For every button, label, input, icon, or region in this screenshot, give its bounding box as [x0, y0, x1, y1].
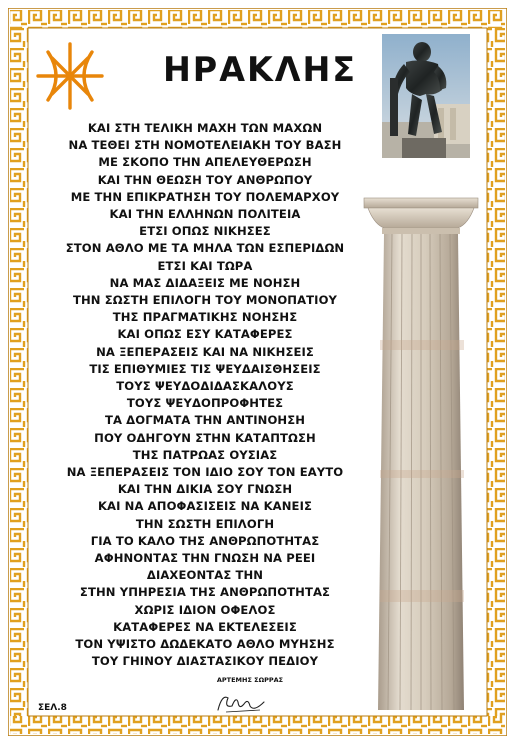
poem-line: ΣΤΟΝ ΑΘΛΟ ΜΕ ΤΑ ΜΗΛΑ ΤΩΝ ΕΣΠΕΡΙΔΩΝ — [65, 241, 345, 256]
poem-line: ΝΑ ΞΕΠΕΡΑΣΕΙΣ ΤΟΝ ΙΔΙΟ ΣΟΥ ΤΟΝ ΕΑΥΤΟ — [66, 465, 344, 480]
poem-line: ΤΑ ΔΟΓΜΑΤΑ ΤΗΝ ΑΝΤΙΝΟΗΣΗ — [104, 413, 306, 428]
poem-line: ΔΙΑΧΕΟΝΤΑΣ ΤΗΝ — [146, 568, 264, 583]
poem-line: ΤΗΣ ΠΡΑΓΜΑΤΙΚΗΣ ΝΟΗΣΗΣ — [112, 310, 298, 325]
poem-line: ΤΟΥ ΓΗΙΝΟΥ ΔΙΑΣΤΑΣΙΚΟΥ ΠΕΔΙΟΥ — [91, 654, 319, 669]
poem-line: ΓΙΑ ΤΟ ΚΑΛΟ ΤΗΣ ΑΝΘΡΩΠΟΤΗΤΑΣ — [90, 533, 320, 548]
poem-line: ΤΗΝ ΣΩΣΤΗ ΕΠΙΛΟΓΗ — [135, 516, 275, 531]
poem-line: ΝΑ ΜΑΣ ΔΙΔΑΞΕΙΣ ΜΕ ΝΟΗΣΗ — [109, 275, 301, 290]
author-name: ΑΡΤΕΜΗΣ ΣΩΡΡΑΣ — [216, 676, 284, 684]
poem-line: ΝΑ ΞΕΠΕΡΑΣΕΙΣ ΚΑΙ ΝΑ ΝΙΚΗΣΕΙΣ — [96, 344, 314, 359]
poem-line: ΚΑΤΑΦΕΡΕΣ ΝΑ ΕΚΤΕΛΕΣΕΙΣ — [113, 619, 297, 634]
poem-line: ΤΙΣ ΕΠΙΘΥΜΙΕΣ ΤΙΣ ΨΕΥΔΑΙΣΘΗΣΕΙΣ — [89, 361, 321, 376]
page-title: ΗΡΑΚΛΗΣ — [162, 50, 358, 90]
poem-line: ΜΕ ΤΗΝ ΕΠΙΚΡΑΤΗΣΗ ΤΟΥ ΠΟΛΕΜΑΡΧΟΥ — [70, 189, 340, 204]
sunburst-symbol-icon — [34, 40, 106, 112]
poem-line: ΚΑΙ ΟΠΩΣ ΕΣΥ ΚΑΤΑΦΕΡΕΣ — [117, 327, 293, 342]
poem-line: ΚΑΙ ΣΤΗ ΤΕΛΙΚΗ ΜΑΧΗ ΤΩΝ ΜΑΧΩΝ — [87, 121, 323, 135]
poem-line: ΕΤΣΙ ΚΑΙ ΤΩΡΑ — [157, 258, 253, 273]
page-number: ΣΕΛ.8 — [38, 703, 67, 713]
poem-line: ΤΗΝ ΣΩΣΤΗ ΕΠΙΛΟΓΗ ΤΟΥ ΜΟΝΟΠΑΤΙΟΥ — [72, 293, 338, 308]
poem-line: ΠΟΥ ΟΔΗΓΟΥΝ ΣΤΗΝ ΚΑΤΑΠΤΩΣΗ — [94, 430, 316, 445]
signature-icon — [212, 688, 272, 718]
poem-line: ΤΟΝ ΥΨΙΣΤΟ ΔΩΔΕΚΑΤΟ ΑΘΛΟ ΜΥΗΣΗΣ — [75, 637, 335, 652]
poem-line: ΚΑΙ ΤΗΝ ΕΛΛΗΝΩΝ ΠΟΛΙΤΕΙΑ — [109, 207, 301, 222]
poem-line: ΜΕ ΣΚΟΠΟ ΤΗΝ ΑΠΕΛΕΥΘΕΡΩΣΗ — [98, 155, 312, 170]
poem-line: ΣΤΗΝ ΥΠΗΡΕΣΙΑ ΤΗΣ ΑΝΘΡΩΠΟΤΗΤΑΣ — [79, 585, 331, 600]
poem-line: ΑΦΗΝΟΝΤΑΣ ΤΗΝ ΓΝΩΣΗ ΝΑ ΡΕΕΙ — [94, 551, 316, 566]
poem-line: ΚΑΙ ΝΑ ΑΠΟΦΑΣΙΣΕΙΣ ΝΑ ΚΑΝΕΙΣ — [97, 499, 313, 514]
poem-body — [30, 120, 380, 671]
hercules-statue-photo — [382, 34, 470, 158]
poem-line: ΤΗΣ ΠΑΤΡΩΑΣ ΟΥΣΙΑΣ — [132, 447, 278, 462]
poem-line: ΝΑ ΤΕΘΕΙ ΣΤΗ ΝΟΜΟΤΕΛΕΙΑΚΗ ΤΟΥ ΒΑΣΗ — [68, 138, 342, 153]
poem-line: ΚΑΙ ΤΗΝ ΔΙΚΙΑ ΣΟΥ ΓΝΩΣΗ — [117, 482, 293, 497]
poem-line: ΤΟΥΣ ΨΕΥΔΟΠΡΟΦΗΤΕΣ — [126, 396, 284, 411]
poem-line: ΧΩΡΙΣ ΙΔΙΟΝ ΟΦΕΛΟΣ — [134, 602, 276, 617]
poem-line: ΕΤΣΙ ΟΠΩΣ ΝΙΚΗΣΕΣ — [139, 224, 271, 239]
poem-line: ΤΟΥΣ ΨΕΥΔΟΔΙΔΑΣΚΑΛΟΥΣ — [116, 379, 294, 394]
poem-line: ΚΑΙ ΤΗΝ ΘΕΩΣΗ ΤΟΥ ΑΝΘΡΩΠΟΥ — [97, 172, 313, 187]
